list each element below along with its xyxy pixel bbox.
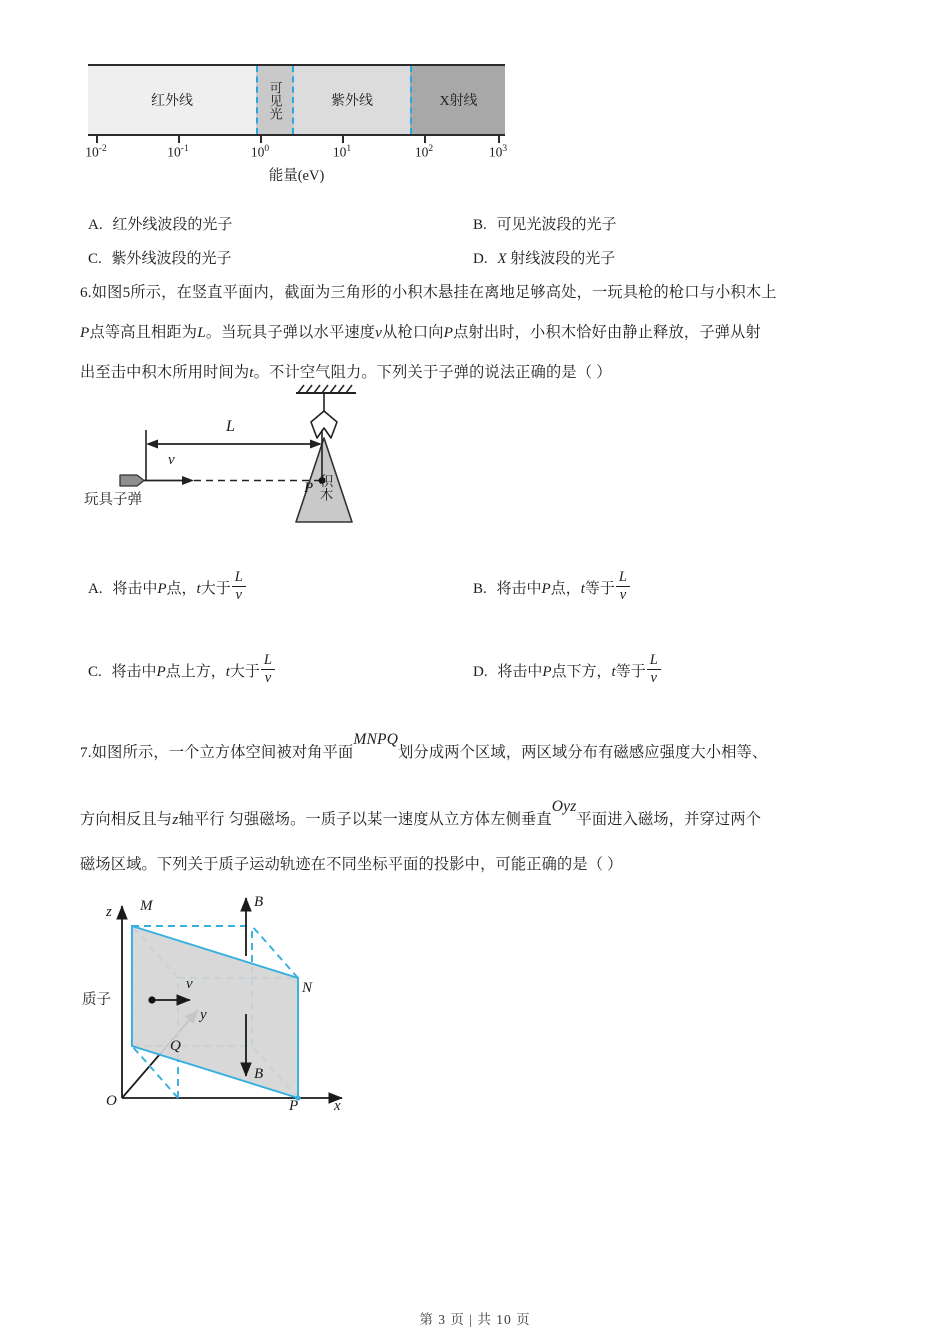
- q5-option-b-prefix: B.: [473, 217, 487, 233]
- q7-plane-MNPQ: MNPQ: [353, 731, 399, 748]
- q7-plane-Oyz: Oyz: [551, 798, 577, 815]
- q6-stem-line3: 出至击中积木所用时间为t。不计空气阻力。下列关于子弹的说法正确的是（ ）: [80, 364, 612, 381]
- q6-option-b[interactable]: B. 将击中P点，t等于 $\frac{L}{v}$: [473, 570, 631, 603]
- axis-tick: [342, 134, 344, 143]
- q6-var-L: L: [197, 324, 206, 341]
- spectrum-bar: [88, 64, 505, 136]
- q7-stem-line1: 7.如图所示，一个立方体空间被对角平面MNPQ划分成两个区域，两区域分布有磁感应强度大小相等、: [80, 731, 768, 761]
- cube-velocity-label: v: [186, 976, 193, 992]
- spectrum-band-xray-label: X射线: [439, 94, 478, 109]
- spectrum-band-xray: [410, 66, 505, 134]
- q6-var-v: v: [375, 324, 383, 341]
- cube-vertex-Q-label: Q: [170, 1038, 181, 1054]
- cube-axis-z-label: z: [106, 904, 112, 920]
- axis-tick-label: $10^{-2}$: [85, 144, 107, 160]
- cube-proton-label: 质子: [82, 992, 111, 1008]
- q5-option-a[interactable]: [88, 213, 232, 234]
- q6-option-a[interactable]: A. 将击中P点，t大于 $\frac{L}{v}$: [88, 570, 247, 603]
- figure-length-label: L: [226, 418, 235, 435]
- q6-option-b-fraction: $\frac{L}{v}$: [616, 570, 630, 603]
- spectrum-axis: [85, 134, 508, 160]
- q5-option-a-text: 红外线波段的光子: [112, 217, 233, 233]
- cube-vertex-P-label: P: [289, 1098, 299, 1114]
- q5-option-b-text: 可见光波段的光子: [496, 217, 617, 233]
- axis-tick-label: $10^{-1}$: [167, 144, 189, 160]
- q6-option-c[interactable]: C. 将击中P点上方，t大于 $\frac{L}{v}$: [88, 653, 276, 686]
- axis-tick-label: $10^1$: [332, 144, 352, 160]
- cube-field-down-label: B: [254, 1066, 264, 1082]
- axis-tick: [260, 134, 262, 143]
- q6-option-c-fraction: $\frac{L}{v}$: [261, 653, 275, 686]
- axis-tick: [178, 134, 180, 143]
- axis-tick-label: $10^3$: [488, 144, 508, 160]
- q6-stem-line1: 6.如图5所示，在竖直平面内，截面为三角形的小积木悬挂在离地足够高处，一玩具枪的枪口与小积木上: [80, 284, 777, 301]
- q6-var-P2: P: [443, 324, 454, 341]
- page-footer: 第 3 页 | 共 10 页: [419, 1312, 531, 1327]
- q6-option-b-prefix: B.: [473, 581, 487, 598]
- figure-point-P-label: P: [304, 480, 314, 496]
- q6-var-t: t: [249, 364, 254, 381]
- spectrum-band-visible: [256, 66, 294, 134]
- q6-option-d-fraction: $\frac{L}{v}$: [647, 653, 661, 686]
- q5-option-a-prefix: A.: [88, 217, 103, 233]
- spectrum-axis-label: 能量(eV): [268, 168, 325, 184]
- figure-block-label: 积木: [317, 474, 333, 501]
- spectrum-band-ultraviolet: [294, 66, 410, 134]
- axis-tick-label: $10^0$: [250, 144, 270, 160]
- cube-vertex-M-label: M: [140, 898, 153, 914]
- spectrum-band-infrared: [88, 66, 256, 134]
- q6-stem-line2: P点等高且相距为L。当玩具子弹以水平速度v从枪口向P点射出时，小积木恰好由静止释放，子弹从射: [80, 324, 761, 341]
- spectrum-band-ultraviolet-label: 紫外线: [331, 94, 373, 109]
- q5-option-c[interactable]: [88, 247, 232, 268]
- axis-tick-label: $10^2$: [414, 144, 434, 160]
- q5-option-d-italic: X: [497, 251, 507, 267]
- q6-option-c-prefix: C.: [88, 664, 102, 681]
- q5-option-d-prefix: D.: [473, 251, 488, 267]
- cube-axis-x-label: x: [334, 1098, 341, 1114]
- q6-option-a-prefix: A.: [88, 581, 103, 598]
- q5-option-d-text: 射线波段的光子: [510, 251, 616, 267]
- q6-option-d-prefix: D.: [473, 664, 488, 681]
- spectrum-band-infrared-label: 红外线: [151, 94, 193, 109]
- figure-bullet-label: 玩具子弹: [84, 492, 142, 508]
- cube-axis-y-label: y: [200, 1007, 207, 1023]
- q7-stem-line2: 方向相反且与z轴平行 匀强磁场。一质子以某一速度从立方体左侧垂直Oyz平面进入磁场，并穿过两个: [80, 798, 762, 828]
- q7-var-z: z: [172, 811, 179, 828]
- figure-velocity-label: v: [168, 452, 175, 468]
- q5-option-d[interactable]: [473, 247, 615, 268]
- q5-option-b[interactable]: [473, 213, 617, 234]
- cube-vertex-N-label: N: [302, 980, 313, 996]
- axis-tick: [498, 134, 500, 143]
- cube-field-up-label: B: [254, 894, 264, 910]
- q6-option-d[interactable]: D. 将击中P点下方，t等于 $\frac{L}{v}$: [473, 653, 662, 686]
- q5-option-c-prefix: C.: [88, 251, 102, 267]
- q5-option-c-text: 紫外线波段的光子: [111, 251, 232, 267]
- spectrum-figure: [85, 64, 508, 184]
- q6-option-a-fraction: $\frac{L}{v}$: [232, 570, 246, 603]
- axis-tick: [424, 134, 426, 143]
- figure-cube-magnetic-field: [82, 890, 376, 1130]
- spectrum-band-visible-label: 可见光: [267, 80, 283, 120]
- q6-var-P1: P: [80, 324, 90, 341]
- q7-stem-line3: 磁场区域。下列关于质子运动轨迹在不同坐标平面的投影中，可能正确的是（ ）: [80, 856, 623, 873]
- figure-bullet-block: [84, 376, 414, 546]
- cube-origin-label: O: [106, 1093, 117, 1109]
- axis-tick: [96, 134, 98, 143]
